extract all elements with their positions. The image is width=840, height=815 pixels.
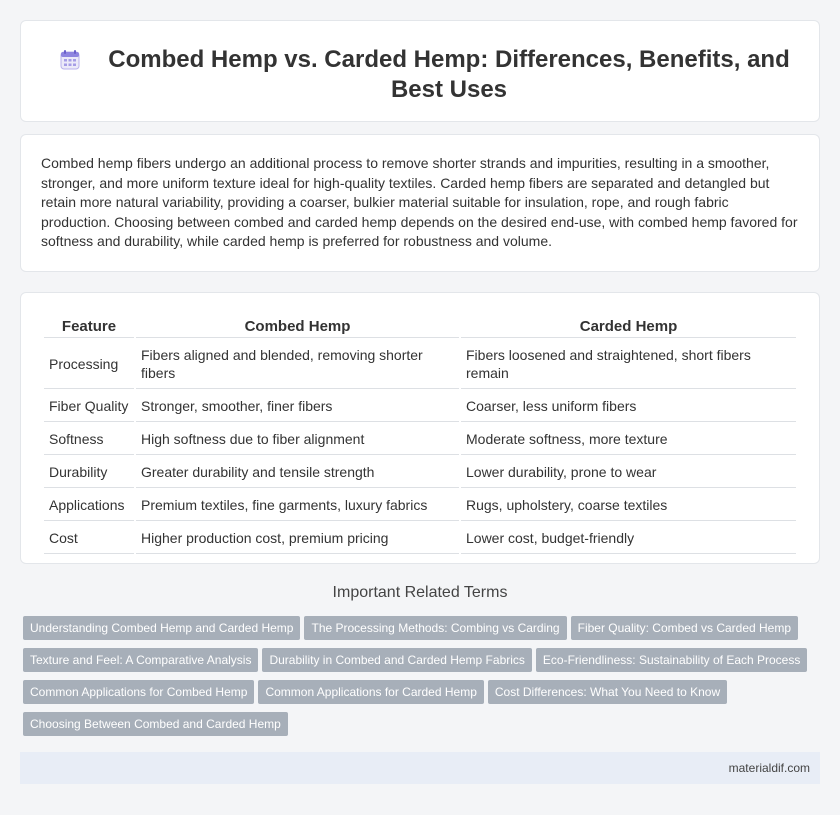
title-card — [20, 20, 820, 122]
table-row — [44, 457, 796, 488]
page-title: Combed Hemp vs. Carded Hemp: Differences, Benefits, and Best Uses — [108, 46, 790, 103]
row-carded: Moderate softness, more texture — [461, 424, 796, 455]
related-tag[interactable]: The Processing Methods: Combing vs Carding — [304, 616, 566, 640]
row-combed: Stronger, smoother, finer fibers — [136, 391, 459, 422]
calendar-icon — [59, 49, 81, 71]
table-row — [44, 523, 796, 554]
row-combed: High softness due to fiber alignment — [136, 424, 459, 455]
header-combed-hemp: Combed Hemp — [136, 315, 459, 338]
row-feature: Applications — [44, 490, 134, 521]
footer-site[interactable]: materialdif.com — [728, 761, 810, 775]
row-feature: Fiber Quality — [44, 391, 134, 422]
table-header-row — [44, 315, 796, 338]
row-combed: Greater durability and tensile strength — [136, 457, 459, 488]
row-combed: Higher production cost, premium pricing — [136, 523, 459, 554]
related-tag[interactable]: Durability in Combed and Carded Hemp Fabrics — [262, 648, 531, 672]
related-tags — [23, 616, 823, 744]
related-tag[interactable]: Fiber Quality: Combed vs Carded Hemp — [571, 616, 798, 640]
row-carded: Fibers loosened and straightened, short fibers remain — [461, 340, 796, 389]
row-combed: Premium textiles, fine garments, luxury fabrics — [136, 490, 459, 521]
row-feature: Softness — [44, 424, 134, 455]
row-carded: Lower cost, budget-friendly — [461, 523, 796, 554]
related-tag[interactable]: Eco-Friendliness: Sustainability of Each Process — [536, 648, 807, 672]
table-row — [44, 490, 796, 521]
summary-text: Combed hemp fibers undergo an additional process to remove shorter strands and impurities, resulting in a smoother, stronger, and more uniform texture ideal for high-quality textiles. Carded hemp fibers are separated and detangled but retain more natural variability, providing a coarser, bulkier material suitable for insulation, rope, and rough fabric production. Choosing between combed and carded hemp depends on the desired end-use, with combed hemp favored for softness and durability, while carded hemp is preferred for robustness and volume. — [41, 155, 798, 249]
table-row — [44, 424, 796, 455]
row-carded: Coarser, less uniform fibers — [461, 391, 796, 422]
comparison-table-card — [20, 292, 820, 564]
row-feature: Cost — [44, 523, 134, 554]
row-carded: Lower durability, prone to wear — [461, 457, 796, 488]
summary-card — [20, 134, 820, 272]
row-feature: Processing — [44, 340, 134, 389]
footer — [20, 752, 820, 784]
row-carded: Rugs, upholstery, coarse textiles — [461, 490, 796, 521]
table-row — [44, 391, 796, 422]
related-tag[interactable]: Common Applications for Combed Hemp — [23, 680, 254, 704]
header-feature: Feature — [44, 315, 134, 338]
row-combed: Fibers aligned and blended, removing shorter fibers — [136, 340, 459, 389]
table-row — [44, 340, 796, 389]
related-terms-title: Important Related Terms — [332, 584, 508, 601]
related-tag[interactable]: Understanding Combed Hemp and Carded Hemp — [23, 616, 300, 640]
row-feature: Durability — [44, 457, 134, 488]
related-tag[interactable]: Common Applications for Carded Hemp — [258, 680, 483, 704]
related-tag[interactable]: Texture and Feel: A Comparative Analysis — [23, 648, 258, 672]
related-tag[interactable]: Cost Differences: What You Need to Know — [488, 680, 727, 704]
comparison-table — [42, 313, 798, 556]
related-tag[interactable]: Choosing Between Combed and Carded Hemp — [23, 712, 288, 736]
header-carded-hemp: Carded Hemp — [461, 315, 796, 338]
